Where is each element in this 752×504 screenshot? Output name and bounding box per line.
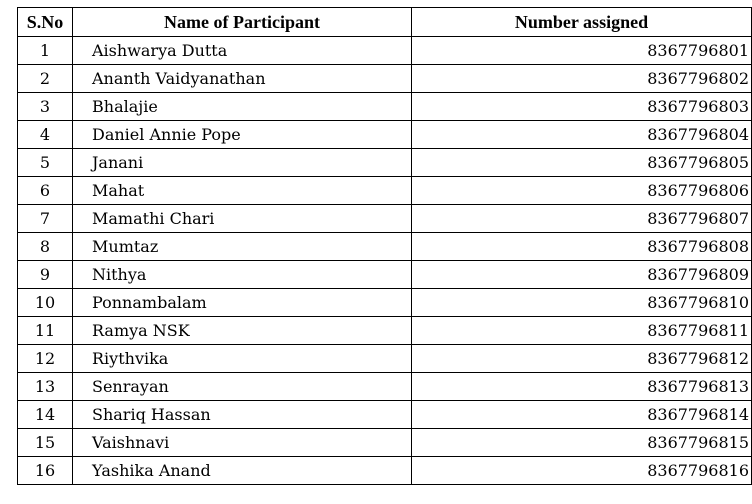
- cell-number: 8367796816: [412, 457, 752, 485]
- cell-number: 8367796808: [412, 233, 752, 261]
- cell-name: Senrayan: [73, 373, 412, 401]
- cell-number: 8367796815: [412, 429, 752, 457]
- table-row: [18, 429, 752, 457]
- cell-name: Janani: [73, 149, 412, 177]
- cell-number: 8367796814: [412, 401, 752, 429]
- table-row: [18, 149, 752, 177]
- table-row: [18, 345, 752, 373]
- table-row: [18, 401, 752, 429]
- cell-sno: 6: [18, 177, 73, 205]
- table-row: [18, 93, 752, 121]
- header-sno: S.No: [18, 8, 73, 37]
- cell-number: 8367796809: [412, 261, 752, 289]
- cell-name: Mamathi Chari: [73, 205, 412, 233]
- table-row: [18, 289, 752, 317]
- cell-name: Bhalajie: [73, 93, 412, 121]
- header-name: Name of Participant: [73, 8, 412, 37]
- cell-sno: 5: [18, 149, 73, 177]
- table-row: [18, 373, 752, 401]
- cell-name: Mumtaz: [73, 233, 412, 261]
- participant-table-container: [17, 7, 752, 485]
- cell-sno: 1: [18, 37, 73, 65]
- cell-sno: 7: [18, 205, 73, 233]
- cell-number: 8367796806: [412, 177, 752, 205]
- cell-name: Ramya NSK: [73, 317, 412, 345]
- cell-sno: 15: [18, 429, 73, 457]
- cell-number: 8367796803: [412, 93, 752, 121]
- table-row: [18, 233, 752, 261]
- cell-name: Ponnambalam: [73, 289, 412, 317]
- cell-name: Nithya: [73, 261, 412, 289]
- header-row: [18, 8, 752, 37]
- cell-name: Shariq Hassan: [73, 401, 412, 429]
- table-row: [18, 205, 752, 233]
- cell-number: 8367796805: [412, 149, 752, 177]
- cell-name: Yashika Anand: [73, 457, 412, 485]
- cell-sno: 2: [18, 65, 73, 93]
- cell-number: 8367796801: [412, 37, 752, 65]
- cell-number: 8367796810: [412, 289, 752, 317]
- table-row: [18, 37, 752, 65]
- cell-number: 8367796811: [412, 317, 752, 345]
- cell-sno: 9: [18, 261, 73, 289]
- cell-sno: 10: [18, 289, 73, 317]
- cell-sno: 11: [18, 317, 73, 345]
- cell-name: Vaishnavi: [73, 429, 412, 457]
- cell-name: Mahat: [73, 177, 412, 205]
- cell-sno: 13: [18, 373, 73, 401]
- table-body: [18, 37, 752, 485]
- cell-name: Aishwarya Dutta: [73, 37, 412, 65]
- table-row: [18, 457, 752, 485]
- table-header: [18, 8, 752, 37]
- cell-sno: 8: [18, 233, 73, 261]
- table-row: [18, 261, 752, 289]
- cell-name: Ananth Vaidyanathan: [73, 65, 412, 93]
- cell-sno: 3: [18, 93, 73, 121]
- cell-number: 8367796812: [412, 345, 752, 373]
- cell-sno: 12: [18, 345, 73, 373]
- cell-name: Daniel Annie Pope: [73, 121, 412, 149]
- header-number: Number assigned: [412, 8, 752, 37]
- cell-sno: 16: [18, 457, 73, 485]
- table-row: [18, 121, 752, 149]
- table-row: [18, 317, 752, 345]
- cell-number: 8367796807: [412, 205, 752, 233]
- table-row: [18, 177, 752, 205]
- participant-table: [17, 7, 752, 485]
- cell-name: Riythvika: [73, 345, 412, 373]
- table-row: [18, 65, 752, 93]
- cell-sno: 14: [18, 401, 73, 429]
- cell-sno: 4: [18, 121, 73, 149]
- cell-number: 8367796802: [412, 65, 752, 93]
- cell-number: 8367796804: [412, 121, 752, 149]
- cell-number: 8367796813: [412, 373, 752, 401]
